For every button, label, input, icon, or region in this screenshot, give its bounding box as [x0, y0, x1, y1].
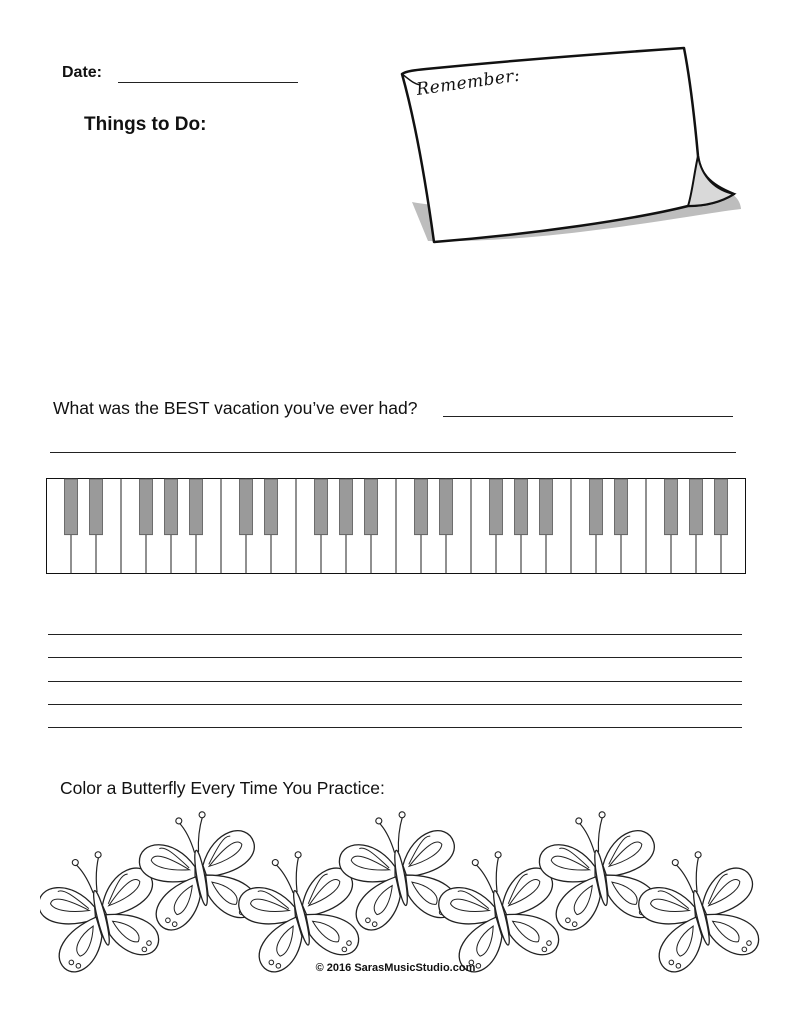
- black-key: [140, 479, 153, 535]
- black-key: [440, 479, 453, 535]
- butterfly-heading: Color a Butterfly Every Time You Practice:: [60, 778, 385, 798]
- question-answer-line[interactable]: [443, 416, 733, 417]
- writing-line[interactable]: [48, 704, 742, 705]
- vacation-question: What was the BEST vacation you’ve ever had?: [53, 398, 418, 418]
- black-key: [240, 479, 253, 535]
- black-key: [340, 479, 353, 535]
- date-write-line[interactable]: [118, 82, 298, 83]
- answer-line[interactable]: [50, 452, 736, 453]
- black-key: [415, 479, 428, 535]
- black-key: [490, 479, 503, 535]
- copyright-notice: © 2016 SarasMusicStudio.com: [315, 962, 476, 974]
- things-to-do-heading: Things to Do:: [84, 114, 207, 135]
- writing-line[interactable]: [48, 634, 742, 635]
- butterfly-icon[interactable]: [629, 841, 760, 977]
- black-key: [265, 479, 278, 535]
- writing-line[interactable]: [48, 657, 742, 658]
- writing-line[interactable]: [48, 681, 742, 682]
- black-key: [615, 479, 628, 535]
- black-key: [190, 479, 203, 535]
- black-key: [315, 479, 328, 535]
- remember-label: Remember:: [415, 65, 522, 100]
- date-label: Date:: [62, 64, 103, 81]
- black-key: [515, 479, 528, 535]
- black-key: [65, 479, 78, 535]
- black-key: [90, 479, 103, 535]
- black-key: [665, 479, 678, 535]
- butterfly-row: [40, 800, 760, 980]
- black-key: [165, 479, 178, 535]
- black-key: [715, 479, 728, 535]
- writing-line[interactable]: [48, 727, 742, 728]
- black-key: [690, 479, 703, 535]
- black-key: [365, 479, 378, 535]
- black-key: [590, 479, 603, 535]
- piano-keyboard-illustration: [46, 478, 746, 574]
- black-key: [540, 479, 553, 535]
